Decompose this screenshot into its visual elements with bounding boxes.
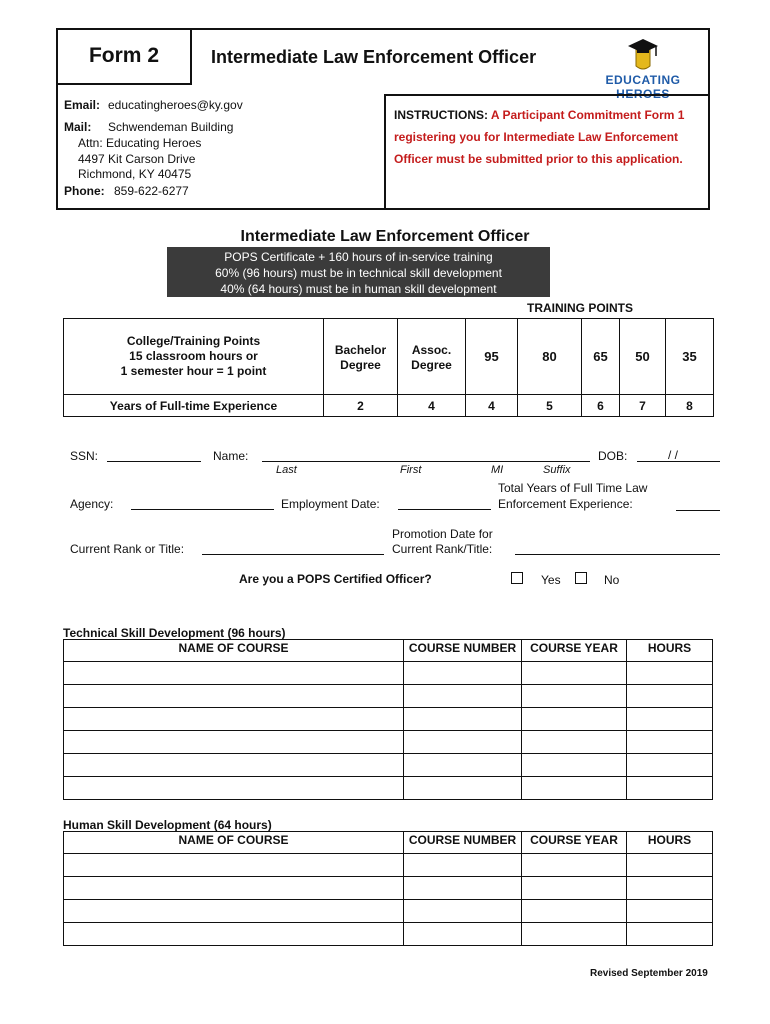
promotion-label-line: Promotion Date for <box>392 527 493 541</box>
course-year-input[interactable] <box>522 685 627 708</box>
table-row <box>64 777 713 800</box>
column-header: COURSE NUMBER <box>404 832 522 854</box>
form-title: Intermediate Law Enforcement Officer <box>211 47 537 67</box>
course-name-input[interactable] <box>64 877 404 900</box>
table-row <box>64 708 713 731</box>
total-years-label-line: Total Years of Full Time Law <box>498 481 648 495</box>
points-value: 35 <box>666 319 714 395</box>
graduation-cap-badge-icon <box>578 36 708 74</box>
course-name-input[interactable] <box>64 731 404 754</box>
course-name-input[interactable] <box>64 754 404 777</box>
hours-input[interactable] <box>627 662 713 685</box>
promotion-date-input[interactable] <box>515 554 720 555</box>
course-number-input[interactable] <box>404 854 522 877</box>
educating-heroes-logo <box>578 36 708 101</box>
hours-input[interactable] <box>627 731 713 754</box>
agency-input[interactable] <box>131 509 274 510</box>
name-part-mi: MI <box>491 464 504 476</box>
rank-label: Current Rank or Title: <box>70 542 185 556</box>
logo-text: EDUCATING HEROES <box>605 73 681 101</box>
course-name-input[interactable] <box>64 854 404 877</box>
hours-input[interactable] <box>627 708 713 731</box>
dob-input[interactable] <box>637 461 720 462</box>
table-header-row <box>64 640 713 662</box>
course-number-input[interactable] <box>404 731 522 754</box>
section-title: Intermediate Law Enforcement Officer <box>240 228 530 245</box>
points-value: 65 <box>582 319 620 395</box>
experience-value: 8 <box>666 395 714 417</box>
experience-value: 7 <box>620 395 666 417</box>
experience-value: 4 <box>466 395 518 417</box>
column-header: COURSE YEAR <box>522 640 627 662</box>
course-name-input[interactable] <box>64 900 404 923</box>
hours-input[interactable] <box>627 685 713 708</box>
table-row <box>64 877 713 900</box>
employment-date-input[interactable] <box>398 509 491 510</box>
mail-label: Mail: <box>64 120 92 134</box>
phone-label: Phone: <box>64 184 105 198</box>
pops-yes-checkbox[interactable] <box>511 572 523 584</box>
technical-skill-title: Technical Skill Development (96 hours) <box>63 626 286 640</box>
table-row <box>64 395 714 417</box>
experience-value: 6 <box>582 395 620 417</box>
table-header-row <box>64 832 713 854</box>
course-number-input[interactable] <box>404 900 522 923</box>
experience-value: 2 <box>324 395 398 417</box>
instructions-label: INSTRUCTIONS: <box>394 108 488 122</box>
course-number-input[interactable] <box>404 662 522 685</box>
course-year-input[interactable] <box>522 731 627 754</box>
assoc-degree-header: Assoc. Degree <box>398 319 466 395</box>
mail-line: Attn: Educating Heroes <box>78 136 202 150</box>
column-header: COURSE NUMBER <box>404 640 522 662</box>
email-value: educatingheroes@ky.gov <box>108 98 243 112</box>
column-header: HOURS <box>627 640 713 662</box>
course-year-input[interactable] <box>522 923 627 946</box>
dob-label: DOB: <box>598 449 628 463</box>
course-number-input[interactable] <box>404 877 522 900</box>
hours-input[interactable] <box>627 923 713 946</box>
course-year-input[interactable] <box>522 662 627 685</box>
hours-input[interactable] <box>627 777 713 800</box>
hours-input[interactable] <box>627 900 713 923</box>
instructions-line: registering you for Intermediate Law Enforcement <box>394 130 679 144</box>
pops-yes-label: Yes <box>541 573 561 587</box>
college-points-cell: College/Training Points 15 classroom hours or 1 semester hour = 1 point <box>64 319 324 395</box>
instructions-box <box>384 94 710 210</box>
course-number-input[interactable] <box>404 685 522 708</box>
pops-no-checkbox[interactable] <box>575 572 587 584</box>
table-row <box>64 854 713 877</box>
course-name-input[interactable] <box>64 662 404 685</box>
hours-input[interactable] <box>627 877 713 900</box>
hours-input[interactable] <box>627 854 713 877</box>
course-year-input[interactable] <box>522 754 627 777</box>
instructions-line: INSTRUCTIONS: A Participant Commitment Form 1 <box>394 108 685 122</box>
ssn-input[interactable] <box>107 461 201 462</box>
phone-value: 859-622-6277 <box>114 184 189 198</box>
ssn-label: SSN: <box>70 449 99 463</box>
experience-value: 4 <box>398 395 466 417</box>
bachelor-degree-header: Bachelor Degree <box>324 319 398 395</box>
column-header: NAME OF COURSE <box>64 832 404 854</box>
human-course-table <box>63 831 713 946</box>
training-points-label: TRAINING POINTS <box>527 301 634 315</box>
points-value: 80 <box>518 319 582 395</box>
name-input[interactable] <box>262 461 590 462</box>
course-name-input[interactable] <box>64 708 404 731</box>
pops-line: POPS Certificate + 160 hours of in-service training <box>224 250 493 264</box>
course-number-input[interactable] <box>404 754 522 777</box>
table-row <box>64 923 713 946</box>
course-year-input[interactable] <box>522 877 627 900</box>
table-row <box>64 731 713 754</box>
mail-line: Schwendeman Building <box>108 120 234 134</box>
name-part-first: First <box>400 464 422 476</box>
pops-question: Are you a POPS Certified Officer? <box>239 572 432 586</box>
points-value: 95 <box>466 319 518 395</box>
mail-line: Richmond, KY 40475 <box>78 167 192 181</box>
technical-course-table <box>63 639 713 800</box>
pops-requirements-box <box>167 247 550 297</box>
form-header <box>56 28 710 210</box>
course-year-input[interactable] <box>522 777 627 800</box>
email-label: Email: <box>64 98 101 112</box>
instructions-line: Officer must be submitted prior to this application. <box>394 152 683 166</box>
course-year-input[interactable] <box>522 854 627 877</box>
course-name-input[interactable] <box>64 777 404 800</box>
table-row <box>64 319 714 395</box>
table-row <box>64 754 713 777</box>
name-label: Name: <box>213 449 249 463</box>
employment-date-label: Employment Date: <box>281 497 380 511</box>
dob-slashes: / / <box>668 448 679 462</box>
experience-label: Years of Full-time Experience <box>64 395 324 417</box>
training-points-table <box>63 318 714 417</box>
rank-input[interactable] <box>202 554 384 555</box>
course-number-input[interactable] <box>404 923 522 946</box>
table-row <box>64 685 713 708</box>
course-number-input[interactable] <box>404 777 522 800</box>
course-name-input[interactable] <box>64 923 404 946</box>
name-part-suffix: Suffix <box>543 464 571 476</box>
human-skill-title: Human Skill Development (64 hours) <box>63 818 272 832</box>
points-value: 50 <box>620 319 666 395</box>
pops-line: 40% (64 hours) must be in human skill development <box>220 282 497 296</box>
promotion-label-line: Current Rank/Title: <box>392 542 493 556</box>
hours-input[interactable] <box>627 754 713 777</box>
column-header: COURSE YEAR <box>522 832 627 854</box>
course-year-input[interactable] <box>522 900 627 923</box>
agency-label: Agency: <box>70 497 114 511</box>
course-year-input[interactable] <box>522 708 627 731</box>
mail-line: 4497 Kit Carson Drive <box>78 152 196 166</box>
experience-value: 5 <box>518 395 582 417</box>
table-row <box>64 900 713 923</box>
total-years-input[interactable] <box>676 510 720 511</box>
pops-line: 60% (96 hours) must be in technical skill development <box>215 266 502 280</box>
course-number-input[interactable] <box>404 708 522 731</box>
course-name-input[interactable] <box>64 685 404 708</box>
revision-date: Revised September 2019 <box>590 968 708 979</box>
table-row <box>64 662 713 685</box>
name-part-last: Last <box>276 464 297 476</box>
total-years-label-line: Enforcement Experience: <box>498 497 633 511</box>
pops-no-label: No <box>604 573 620 587</box>
column-header: NAME OF COURSE <box>64 640 404 662</box>
form-number: Form 2 <box>58 30 192 85</box>
column-header: HOURS <box>627 832 713 854</box>
